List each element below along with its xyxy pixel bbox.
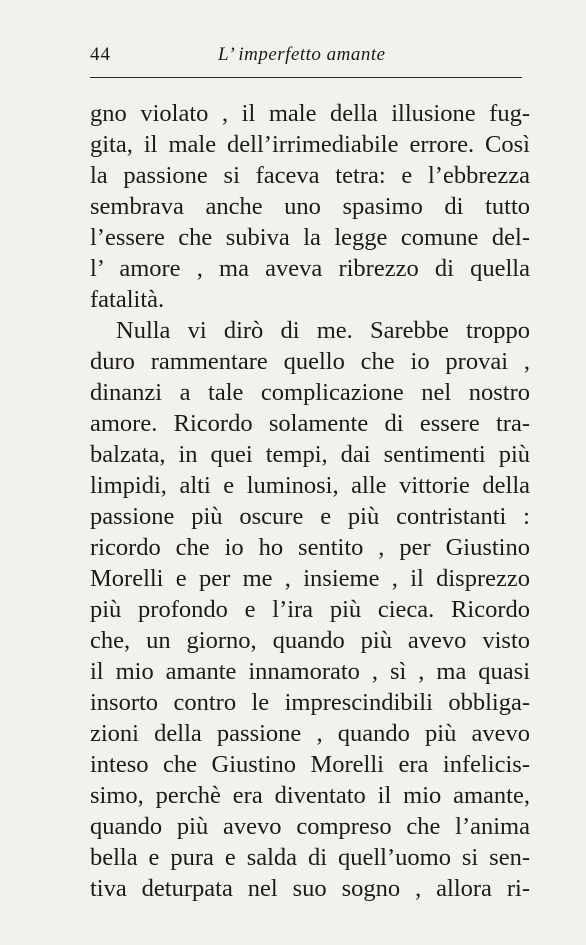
text-line: che, un giorno, quando più avevo visto xyxy=(90,627,530,654)
running-head xyxy=(90,44,530,72)
text-line: l’ amore , ma aveva ribrezzo di quella xyxy=(90,255,530,282)
running-title: L’ imperfetto amante xyxy=(218,44,386,65)
text-line: sembrava anche uno spasimo di tutto xyxy=(90,193,530,220)
text-line: la passione si faceva tetra: e l’ebbrezza xyxy=(90,162,530,189)
text-line: tiva deturpata nel suo sogno , allora ri- xyxy=(90,875,530,902)
text-line: Morelli e per me , insieme , il disprezzo xyxy=(90,565,530,592)
text-line: balzata, in quei tempi, dai sentimenti più xyxy=(90,441,530,468)
text-line: dinanzi a tale complicazione nel nostro xyxy=(90,379,530,406)
text-line: inteso che Giustino Morelli era infelicis- xyxy=(90,751,530,778)
text-line: quando più avevo compreso che l’anima xyxy=(90,813,530,840)
text-line: zioni della passione , quando più avevo xyxy=(90,720,530,747)
body-text xyxy=(90,98,530,904)
text-line: gita, il male dell’irrimediabile errore. Così xyxy=(90,131,530,158)
text-line: gno violato , il male della illusione fug- xyxy=(90,100,530,127)
text-line: più profondo e l’ira più cieca. Ricordo xyxy=(90,596,530,623)
text-line: ricordo che io ho sentito , per Giustino xyxy=(90,534,530,561)
text-line: bella e pura e salda di quell’uomo si sen- xyxy=(90,844,530,871)
text-line: duro rammentare quello che io provai , xyxy=(90,348,530,375)
text-line: simo, perchè era diventato il mio amante, xyxy=(90,782,530,809)
page-number: 44 xyxy=(90,44,111,65)
text-line: l’essere che subiva la legge comune del- xyxy=(90,224,530,251)
text-line: amore. Ricordo solamente di essere tra- xyxy=(90,410,530,437)
header-rule xyxy=(90,77,522,78)
text-line: limpidi, alti e luminosi, alle vittorie della xyxy=(90,472,530,499)
text-line-paragraph-start: Nulla vi dirò di me. Sarebbe troppo xyxy=(116,317,530,344)
text-line-paragraph-end: fatalità. xyxy=(90,286,165,313)
text-line: insorto contro le imprescindibili obbliga- xyxy=(90,689,530,716)
text-line: il mio amante innamorato , sì , ma quasi xyxy=(90,658,530,685)
text-line: passione più oscure e più contristanti : xyxy=(90,503,530,530)
